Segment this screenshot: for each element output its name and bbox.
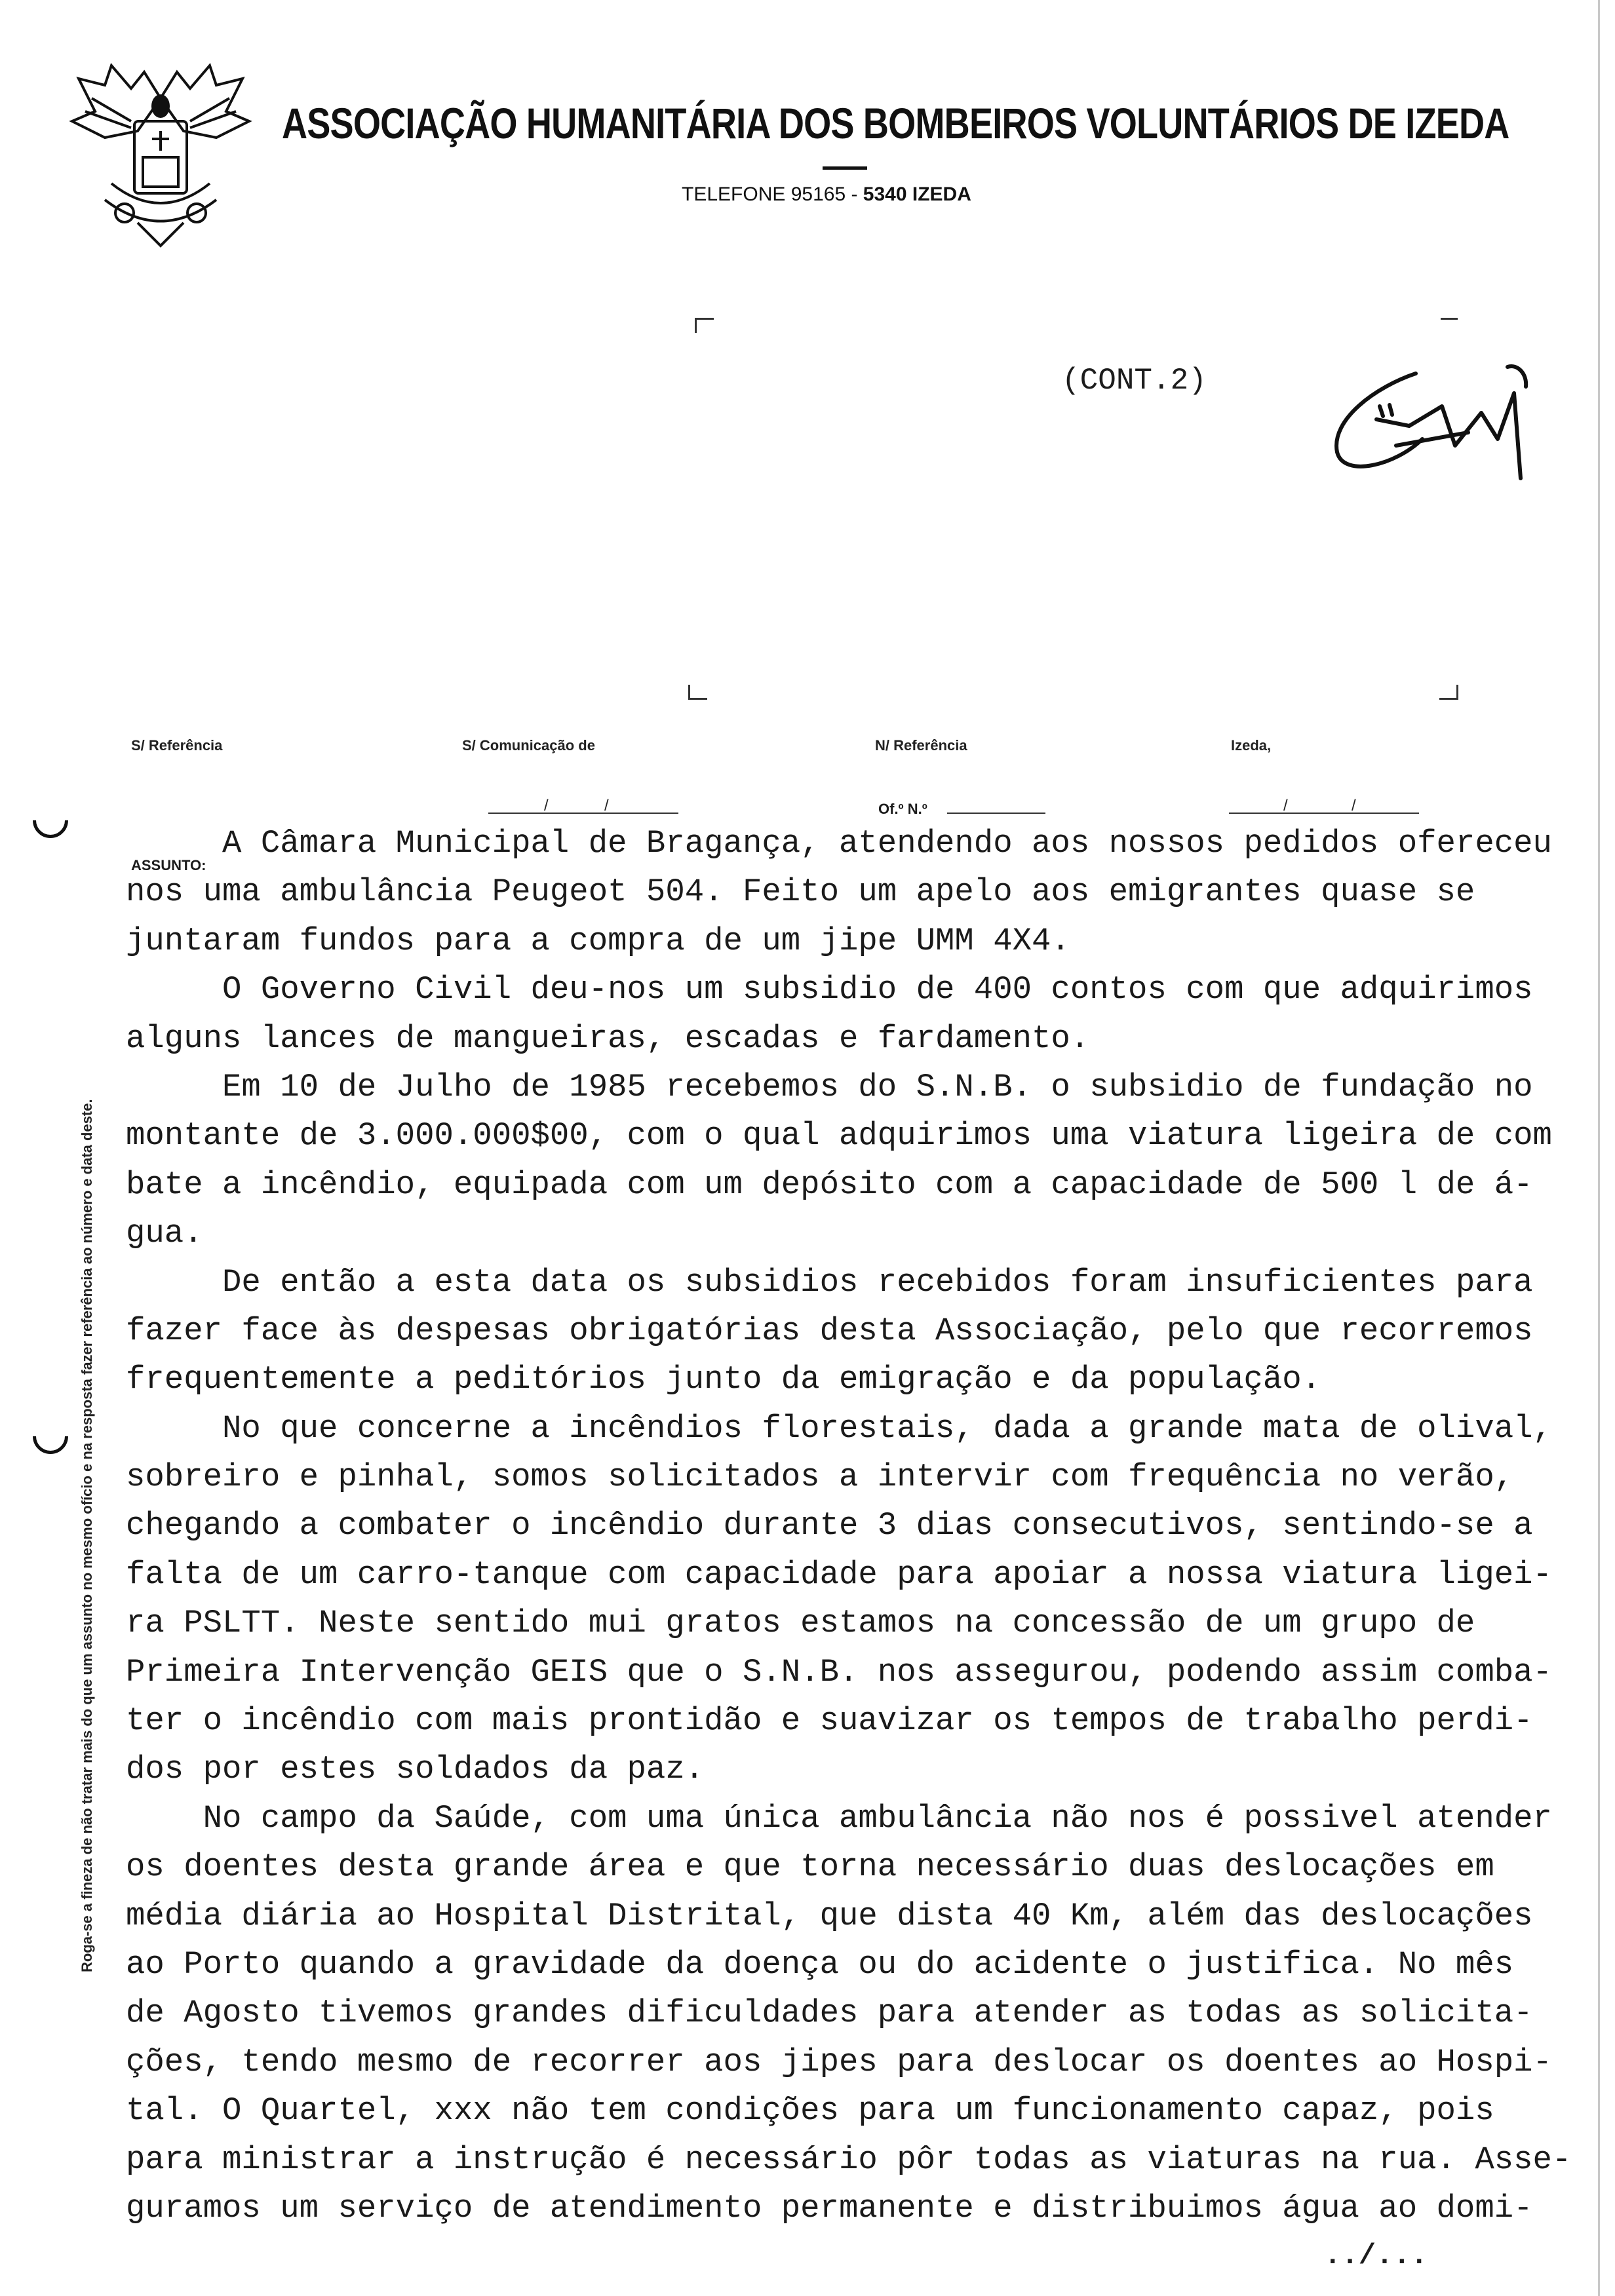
body-line: Em 10 de Julho de 1985 recebemos do S.N.B. o subsidio de fundação no — [126, 1068, 1533, 1105]
body-line: No campo da Saúde, com uma única ambulância não nos é possivel atender — [126, 1799, 1552, 1837]
letter-body — [126, 819, 1581, 2232]
body-line: ra PSLTT. Neste sentido mui gratos estamos na concessão de um grupo de — [126, 1605, 1475, 1642]
body-line: frequentemente a peditórios junto da emigração e da população. — [126, 1361, 1321, 1398]
body-line: bate a incêndio, equipada com um depósito com a capacidade de 500 l de á- — [126, 1166, 1533, 1203]
continuation-page-label: (CONT.2) — [1062, 364, 1207, 398]
fire-brigade-crest-icon — [66, 59, 256, 256]
page-continues-mark: ../... — [1324, 2240, 1428, 2272]
punch-hole-mark — [26, 795, 75, 845]
body-line: ções, tendo mesmo de recorrer aos jipes para deslocar os doentes ao Hospi- — [126, 2043, 1552, 2080]
body-line: sobreiro e pinhal, somos solicitados a intervir com frequência no verão, — [126, 1459, 1514, 1496]
body-line: ter o incêndio com mais prontidão e suavizar os tempos de trabalho perdi- — [126, 1702, 1533, 1740]
address-window-corner — [1441, 318, 1458, 333]
postal-code: 5340 IZEDA — [863, 183, 971, 205]
date-blank-line — [1229, 813, 1419, 814]
body-line: De então a esta data os subsidios recebidos foram insuficientes para — [126, 1263, 1533, 1301]
your-reference-label: S/ Referência — [131, 737, 223, 754]
body-line: Primeira Intervenção GEIS que o S.N.B. nos assegurou, podendo assim comba- — [126, 1653, 1552, 1691]
address-window-corner — [1439, 685, 1458, 700]
our-reference-label: N/ Referência — [875, 737, 967, 754]
page-edge — [1598, 0, 1600, 2296]
body-line: No que concerne a incêndios florestais, dada a grande mata de olival, — [126, 1409, 1552, 1447]
title-underline — [823, 166, 867, 170]
body-line: ao Porto quando a gravidade da doença ou do acidente o justifica. No mês — [126, 1945, 1514, 1983]
body-line: os doentes desta grande área e que torna necessário duas deslocações em — [126, 1848, 1494, 1886]
oficio-number-label: Of.º N.º — [878, 801, 927, 817]
your-communication-label: S/ Comunicação de — [462, 737, 595, 754]
body-line: gua. — [126, 1215, 203, 1252]
date-slash: / — [604, 797, 609, 814]
body-line: fazer face às despesas obrigatórias desta Associação, pelo que recorremos — [126, 1312, 1533, 1349]
body-line: guramos um serviço de atendimento permanente e distribuimos água ao domi- — [126, 2189, 1533, 2227]
punch-hole-mark — [26, 1411, 75, 1461]
date-blank-line — [488, 813, 678, 814]
body-line: chegando a combater o incêndio durante 3 dias consecutivos, sentindo-se a — [126, 1507, 1533, 1544]
address-window-corner — [688, 685, 707, 700]
date-slash: / — [544, 797, 549, 814]
body-line: de Agosto tivemos grandes dificuldades para atender as todas as solicita- — [126, 1995, 1533, 2032]
phone-address-line — [682, 183, 971, 206]
date-slash: / — [1352, 797, 1356, 814]
body-line: nos uma ambulância Peugeot 504. Feito um apelo aos emigrantes quase se — [126, 873, 1475, 911]
date-slash: / — [1283, 797, 1288, 814]
body-line: montante de 3.000.000$00, com o qual adquirimos uma viatura ligeira de com — [126, 1117, 1552, 1155]
organization-name: ASSOCIAÇÃO HUMANITÁRIA DOS BOMBEIROS VOLUNTÁRIOS DE IZEDA — [282, 99, 1509, 147]
oficio-blank-line — [947, 813, 1045, 814]
margin-instruction-note: Roga-se a fineza de não tratar mais do que um assunto no mesmo ofício e na resposta fazer referência ao número e data deste. — [79, 1099, 95, 1972]
body-line: média diária ao Hospital Distrital, que dista 40 Km, além das deslocações — [126, 1897, 1533, 1934]
subject-label: ASSUNTO: — [131, 857, 206, 873]
phone-label: TELEFONE 95165 - — [682, 183, 858, 205]
body-line: para ministrar a instrução é necessário pôr todas as viaturas na rua. Asse- — [126, 2141, 1572, 2178]
body-line: juntaram fundos para a compra de um jipe UMM 4X4. — [126, 922, 1070, 959]
place-date-label: Izeda, — [1231, 737, 1272, 754]
body-line: falta de um carro-tanque com capacidade para apoiar a nossa viatura ligei- — [126, 1556, 1552, 1593]
body-line: O Governo Civil deu-nos um subsidio de 400 contos com que adquirimos — [126, 971, 1533, 1008]
handwritten-signature — [1317, 347, 1540, 498]
body-line: A Câmara Municipal de Bragança, atendendo aos nossos pedidos ofereceu — [126, 825, 1552, 862]
address-window-corner — [695, 318, 714, 333]
body-line: dos por estes soldados da paz. — [126, 1751, 705, 1788]
body-line: tal. O Quartel, xxx não tem condições para um funcionamento capaz, pois — [126, 2092, 1494, 2130]
body-line: alguns lances de mangueiras, escadas e fardamento. — [126, 1020, 1090, 1057]
